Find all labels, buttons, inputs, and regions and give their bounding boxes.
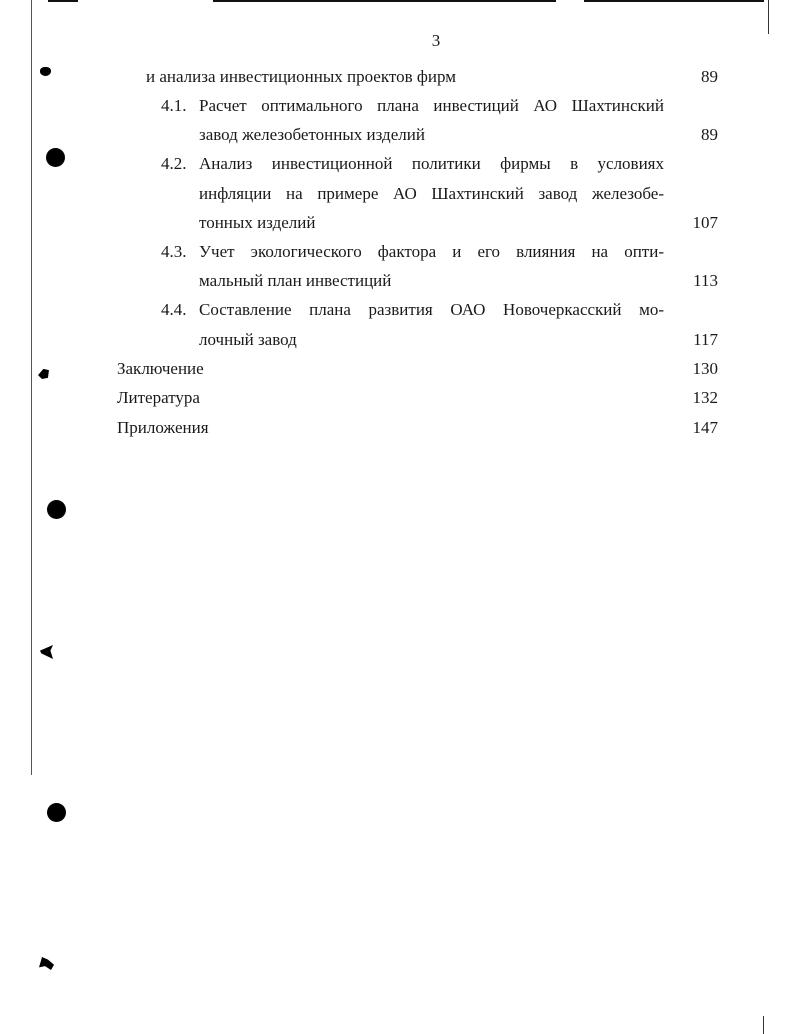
toc-item-number: 4.3. [161,242,187,261]
toc-continuation-text: и анализа инвестиционных проектов фирм [146,67,456,86]
scan-edge-mark [48,0,78,2]
toc-section-appendices: Приложения [117,418,209,437]
toc-continuation-page: 89 [701,67,718,86]
scan-edge-line [768,0,769,34]
binder-hole [47,803,66,822]
toc-item-line: Анализ инвестиционной политики фирмы в условиях [199,154,664,173]
scan-edge-mark [584,0,764,2]
toc-item-number: 4.1. [161,96,187,115]
toc-item-page: 113 [693,271,718,290]
binder-mark [37,367,52,381]
toc-item-line: Расчет оптимального плана инвестиций АО Шахтинский [199,96,664,115]
toc-section-literature: Литература [117,388,200,407]
toc-item-number: 4.2. [161,154,187,173]
toc-section-page: 130 [692,359,718,378]
toc-item-page: 117 [693,330,718,349]
toc-section-page: 147 [692,418,718,437]
scan-edge-mark [213,0,556,2]
binder-mark [40,67,51,76]
toc-item-page: 107 [692,213,718,232]
toc-item-line: мальный план инвестиций [199,271,392,290]
toc-item-number: 4.4. [161,300,187,319]
toc-item-line: Составление плана развития ОАО Новочеркасский мо- [199,300,664,319]
toc-section-conclusion: Заключение [117,359,204,378]
toc-item-line: лочный завод [199,330,297,349]
toc-section-page: 132 [692,388,718,407]
toc-item-line: завод железобетонных изделий [199,125,425,144]
binder-mark [40,645,53,659]
toc-item-line: инфляции на примере АО Шахтинский завод железобе- [199,184,664,203]
binder-hole [46,148,65,167]
scan-edge-line [31,0,32,775]
scan-edge-line [763,1016,764,1034]
toc-item-line: тонных изделий [199,213,316,232]
toc-item-page: 89 [701,125,718,144]
binder-mark [39,957,54,970]
binder-hole [47,500,66,519]
toc-item-line: Учет экологического фактора и его влияния на опти- [199,242,664,261]
page-number: 3 [431,31,441,50]
